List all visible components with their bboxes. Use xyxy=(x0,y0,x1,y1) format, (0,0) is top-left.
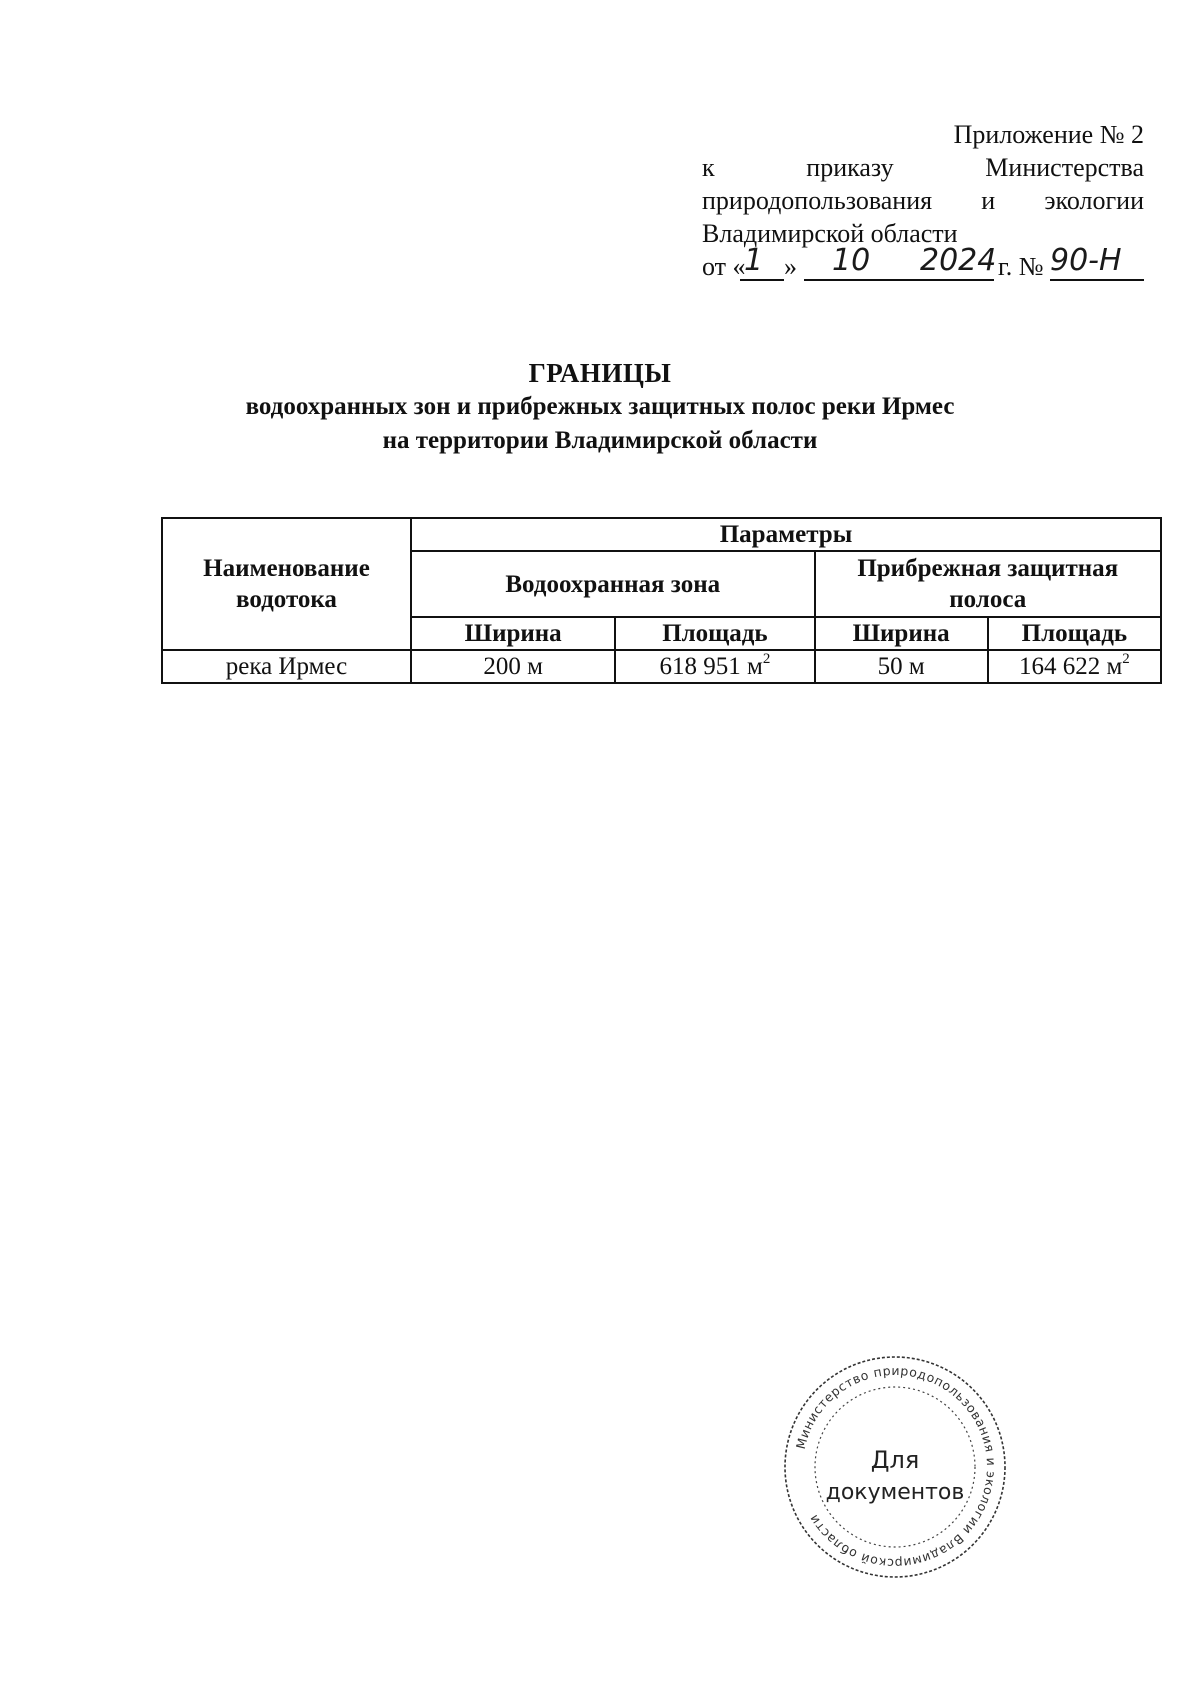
stamp-ring-text: Министерство природопользования и экологии Владимирской области xyxy=(792,1362,1000,1572)
table-row xyxy=(162,650,1161,683)
document-title xyxy=(160,356,1040,458)
header-watercourse-name: Наименование водотока xyxy=(162,518,411,650)
appendix-block xyxy=(702,118,1144,283)
date-month: 10 xyxy=(832,243,871,278)
date-quote-close: » xyxy=(784,252,797,281)
order-number: 90-Н xyxy=(1050,243,1122,278)
title-line-2: водоохранных зон и прибрежных защитных полос реки Ирмес xyxy=(245,393,955,420)
date-year: 2024 xyxy=(920,243,997,278)
table-header-row-1 xyxy=(162,518,1161,551)
header-parameters: Параметры xyxy=(411,518,1161,551)
header-wz-width: Ширина xyxy=(411,617,615,650)
appendix-date-line xyxy=(702,243,1144,283)
header-cs-width: Ширина xyxy=(815,617,988,650)
cell-watercourse: река Ирмес xyxy=(162,650,411,683)
stamp-center-line-1: Для xyxy=(870,1446,920,1474)
appendix-ministry-line: природопользования и экологии xyxy=(702,186,1144,215)
stamp-center-line-2: документов xyxy=(825,1480,965,1505)
date-g-number: г. № xyxy=(998,252,1044,281)
cell-cs-area xyxy=(988,650,1161,683)
date-day: 1 xyxy=(744,243,764,278)
wz-area-unit-sup: 2 xyxy=(762,651,771,667)
appendix-region-line: Владимирской области xyxy=(702,219,958,248)
header-cs-area: Площадь xyxy=(988,617,1161,650)
header-wz-area: Площадь xyxy=(615,617,814,650)
cell-wz-width: 200 м xyxy=(411,650,615,683)
cs-area-value: 164 622 м xyxy=(1018,653,1123,680)
header-coastal-strip: Прибрежная защитная полоса xyxy=(815,551,1162,617)
title-line-3: на территории Владимирской области xyxy=(382,427,818,454)
header-water-zone: Водоохранная зона xyxy=(411,551,815,617)
wz-area-value: 618 951 м xyxy=(659,653,763,680)
official-stamp xyxy=(780,1352,1010,1582)
parameters-table xyxy=(161,517,1162,684)
appendix-number: Приложение № 2 xyxy=(953,120,1144,149)
cell-wz-area xyxy=(615,650,814,683)
cs-area-unit-sup: 2 xyxy=(1122,651,1130,667)
title-main: ГРАНИЦЫ xyxy=(528,358,672,388)
appendix-order-line: к приказу Министерства xyxy=(702,153,1144,182)
date-prefix: от « xyxy=(702,252,746,281)
cell-cs-width: 50 м xyxy=(815,650,988,683)
